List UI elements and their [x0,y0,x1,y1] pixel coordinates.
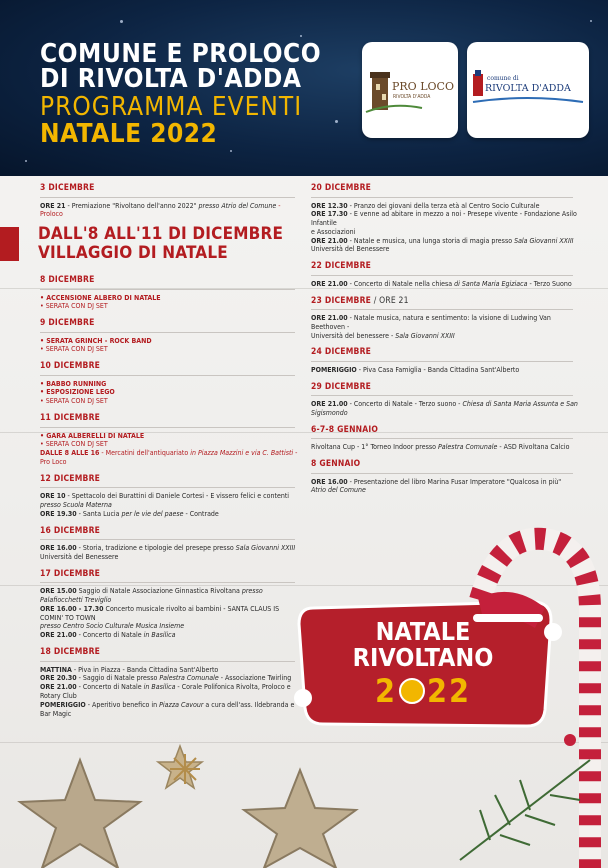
date-heading: 24 DICEMBRE [311,347,372,358]
date-heading: 23 DICEMBRE / ORE 21 [311,295,409,306]
event-line: ORE 16.00 - 17.30 Concerto musicale rivolto ai bambini - SANTA CLAUS IS COMIN' TO TOWN [40,604,280,622]
event-line: ORE 16.00 - Presentazione del libro Marina Fusar Imperatore "Qualcosa in più" [311,477,562,486]
event-line: POMERIGGIO - Aperitivo benefico in Piazza Cavour a cura dell'ass. Ildebranda e Bar Magic [40,700,295,718]
event-line: ORE 21.00 - Concerto di Natale - Terzo suono - Chiesa di Santa Maria Assunta e San Sigismondo [311,400,578,418]
natale-rivoltano-sign [283,588,563,732]
sign-line2: RIVOLTANO [352,643,494,672]
event-line: ORE 16.00 - Storia, tradizione e tipologie del presepe presso Sala Giovanni XXIII [40,544,296,553]
header [0,0,608,176]
event-line: • ESPOSIZIONE LEGO [40,388,115,397]
comune-logo [467,42,589,138]
villaggio-banner [38,225,283,263]
event-line: ORE 21.00 - Concerto di Natale in Basilica [40,631,176,640]
event-line: DALLE 8 ALLE 16 - Mercatini dell'antiquariato in Piazza Mazzini e via C. Battisti - Pro Loco [40,449,298,466]
event-line: Rivoltana Cup - 1° Torneo Indoor presso Palestra Comunale - ASD Rivoltana Calcio [311,443,570,452]
event-line: e Associazioni [311,227,356,236]
event-line: Università del Benessere [311,245,390,254]
event-3-dicembre [40,184,300,219]
date-heading: 18 DICEMBRE [40,647,101,658]
event-line: ORE 21.00 - Concerto di Natale nella chiesa di Santa Maria Egiziaca - Terzo Suono [311,279,572,288]
proloco-logo [362,42,458,138]
event-line: ORE 21.00 - Natale e musica, una lunga storia di magia presso Sala Giovanni XXIII [311,236,574,245]
date-heading: 10 DICEMBRE [40,361,101,372]
event-line: presso Scuola Materna [40,501,112,510]
header-subtitle: PROGRAMMA EVENTI [40,92,303,122]
event-line: ORE 21 - Premiazione "Rivoltano dell'anno 2022" presso Atrio del Comune - Proloco [40,201,281,219]
date-heading: 12 DICEMBRE [40,473,101,484]
event-line: ORE 15.00 Saggio di Natale Associazione Ginnastica Rivoltana presso Palafiocchetti Treviglio [40,587,263,605]
wicker-star-icon [0,740,440,868]
divider [40,197,295,198]
event-line: MATTINA - Piva in Piazza - Banda Cittadina Sant'Alberto [40,665,219,674]
right-column-events [311,184,579,495]
event-line: • GARA ALBERELLI DI NATALE [40,431,145,440]
event-line: • ACCENSIONE ALBERO DI NATALE [40,293,161,302]
date-heading: 17 DICEMBRE [40,568,101,579]
banner-marker [0,227,19,261]
date-heading: 9 DICEMBRE [40,318,95,329]
event-line: POMERIGGIO - Piva Casa Famiglia - Banda Cittadina Sant'Alberto [311,365,520,374]
header-title-line1: COMUNE E PROLOCO [40,39,322,69]
event-line: ORE 10 - Spettacolo dei Burattini di Daniele Cortesi - E vissero felici e contenti [40,492,290,501]
date-heading: 6-7-8 GENNAIO [311,424,379,435]
date-heading: 11 DICEMBRE [40,413,101,424]
date-heading: 22 DICEMBRE [311,261,372,272]
event-line: • SERATA CON DJ SET [40,440,108,449]
sign-photo-badge [399,678,425,704]
date-heading: 8 GENNAIO [311,459,361,470]
proloco-logo-subtext: RIVOLTA D'ADDA [393,94,431,100]
proloco-logo-text: PRO LOCO [392,80,454,93]
header-year-title: NATALE 2022 [40,119,218,149]
event-line: Università del benessere - Sala Giovanni XXIII [311,331,455,340]
comune-logo-subtext: comune di [487,75,519,82]
event-line: ORE 20.30 - Saggio di Natale presso Palestra Comunale - Associazione Twirling [40,674,292,683]
event-line: • SERATA GRINCH - ROCK BAND [40,336,152,345]
date-heading: 20 DICEMBRE [311,183,372,193]
banner-line1: DALL'8 ALL'11 DI DICEMBRE [38,224,284,244]
date-heading: 29 DICEMBRE [311,381,372,392]
event-line: • SERATA CON DJ SET [40,345,108,354]
event-line: ORE 19.30 - Santa Lucia per le vie del paese - Contrade [40,509,219,518]
date-heading: 16 DICEMBRE [40,525,101,536]
event-line: Università del Benessere [40,552,119,561]
snowflake-icon [168,752,202,786]
event-line: ORE 21.00 - Concerto di Natale in Basilica - Corale Polifonica Rivolta, Proloco e Rotary Club [40,683,291,700]
banner-line2: VILLAGGIO DI NATALE [38,243,228,263]
sign-year: 2 22 [374,672,472,710]
comune-logo-text: RIVOLTA D'ADDA [485,83,571,94]
header-title-line2: DI RIVOLTA D'ADDA [40,64,302,94]
event-line: • SERATA CON DJ SET [40,302,108,311]
event-line: • SERATA CON DJ SET [40,397,108,406]
date-heading: 3 DICEMBRE [40,183,95,193]
event-line: • BABBO RUNNING [40,379,107,388]
event-line: Atrio del Comune [311,486,366,495]
event-line: ORE 21.00 - Natale musica, natura e sentimento: la visione di Ludwing Van Beethoven - [311,314,551,331]
left-column-events [40,276,302,718]
sign-line1: NATALE [375,617,471,646]
event-line: ORE 12.30 - Pranzo dei giovani della terza età al Centro Socio Culturale [311,201,540,210]
event-line: ORE 17.30 - E venne ad abitare in mezzo a noi - Presepe vivente - Fondazione Asilo Infantile [311,210,577,228]
event-line: presso Centro Socio Culturale Musica Insieme [40,622,185,631]
date-heading: 8 DICEMBRE [40,275,95,285]
